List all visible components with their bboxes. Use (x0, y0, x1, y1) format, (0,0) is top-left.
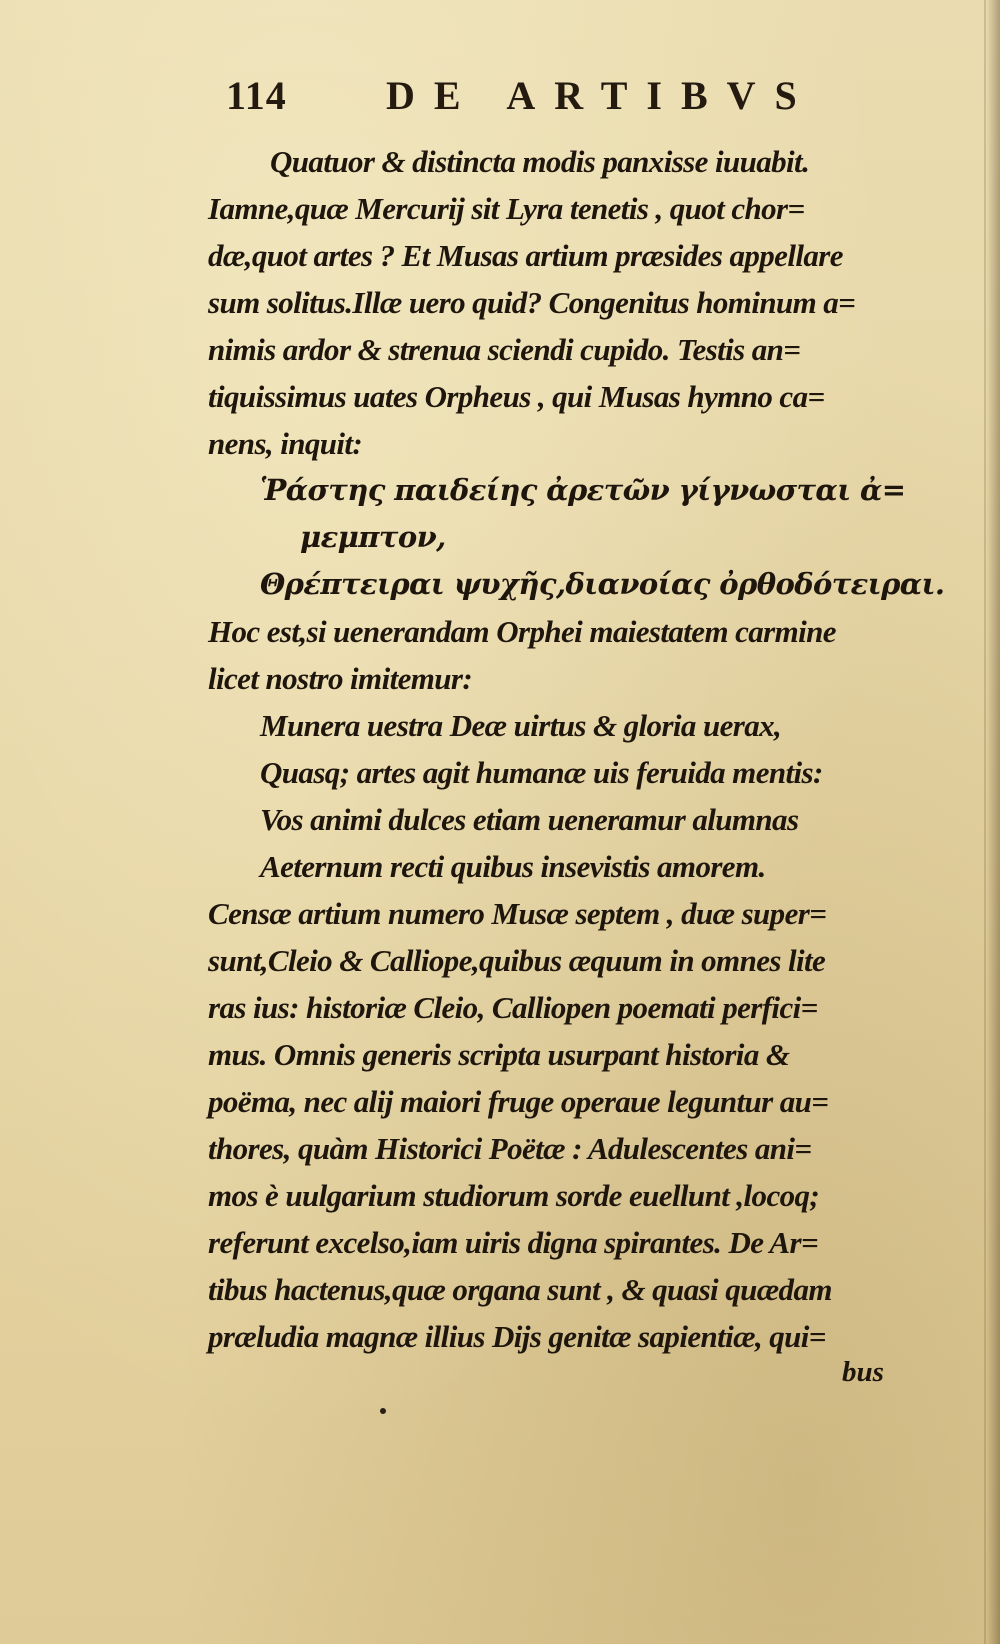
text-line: referunt excelso,iam uiris digna spirantes. De Ar= (208, 1225, 819, 1260)
text-line: thores, quàm Historici Poëtæ : Adulescentes ani= (208, 1131, 812, 1166)
text-line: Quatuor & distincta modis panxisse iuuabit. (270, 144, 810, 179)
text-line: poëma, nec alij maiori fruge operaue leguntur au= (208, 1084, 829, 1119)
text-line: præludia magnæ illius Dijs genitæ sapientiæ, qui= (208, 1319, 826, 1354)
verse-line: Quasq; artes agit humanæ uis feruida mentis: (260, 755, 823, 790)
text-line: tibus hactenus,quæ organa sunt , & quasi quædam (208, 1272, 832, 1307)
spine-shadow (986, 0, 1000, 1644)
text-line: nimis ardor & strenua sciendi cupido. Testis an= (208, 332, 801, 367)
text-line: Hoc est,si uenerandam Orphei maiestatem carmine (208, 614, 836, 649)
greek-verse-line: Ῥάστης παιδείης ἀρετῶν γίγνωσται ἀ= (260, 473, 906, 507)
text-line: mus. Omnis generis scripta usurpant historia & (208, 1037, 790, 1072)
text-line: ras ius: historiæ Cleio, Calliopen poemati perfici= (208, 990, 818, 1025)
text-line: Iamne,quæ Mercurij sit Lyra tenetis , quot chor= (208, 191, 805, 226)
catch-word: bus (842, 1356, 884, 1388)
text-line: mos è uulgarium studiorum sorde euellunt ,locoq; (208, 1178, 820, 1213)
greek-verse-line: μεμπτον, (300, 520, 446, 554)
running-head: DE ARTIBVS (386, 73, 816, 118)
verse-line: Munera uestra Deæ uirtus & gloria uerax, (260, 708, 782, 743)
page-header (226, 72, 846, 122)
greek-verse-line: Θρέπτειραι ψυχῆς,διανοίας ὀρθοδότειραι. (260, 567, 945, 601)
text-line: sunt,Cleio & Calliope,quibus æquum in omnes lite (208, 943, 826, 978)
ink-dot (380, 1408, 386, 1414)
verse-line: Vos animi dulces etiam ueneramur alumnas (260, 802, 799, 837)
text-line: licet nostro imitemur: (208, 661, 473, 696)
verse-line: Aeternum recti quibus insevistis amorem. (260, 849, 766, 884)
text-line: Censæ artium numero Musæ septem , duæ super= (208, 896, 827, 931)
text-line: sum solitus.Illæ uero quid? Congenitus hominum a= (208, 285, 856, 320)
text-line: dæ,quot artes ? Et Musas artium præsides appellare (208, 238, 843, 273)
page-number: 114 (226, 73, 287, 118)
text-block (208, 138, 945, 1360)
text-line: tiquissimus uates Orpheus , qui Musas hymno ca= (208, 379, 825, 414)
text-line: nens, inquit: (208, 426, 363, 461)
